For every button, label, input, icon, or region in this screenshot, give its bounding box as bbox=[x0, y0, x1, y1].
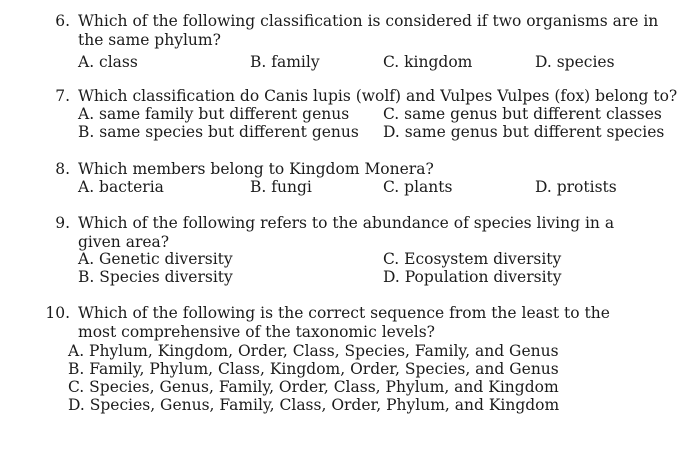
question-stem: Which members belong to Kingdom Monera? bbox=[78, 160, 434, 178]
question-number: 8. bbox=[55, 160, 70, 178]
option-d: D. protists bbox=[535, 178, 617, 196]
option-d: D. Population diversity bbox=[383, 268, 562, 286]
question-number: 7. bbox=[55, 87, 70, 105]
option-d: D. species bbox=[535, 53, 615, 71]
question-stem: Which of the following classification is considered if two organisms are in the same phylum? bbox=[78, 12, 659, 49]
question-stem: Which classification do Canis lupis (wolf) and Vulpes Vulpes (fox) belong to? bbox=[78, 87, 678, 105]
question-number: 9. bbox=[55, 214, 70, 232]
option-d: D. same genus but different species bbox=[383, 123, 665, 141]
option-a: A. Genetic diversity bbox=[78, 250, 233, 268]
question-stem: Which of the following refers to the abundance of species living in a given area? bbox=[78, 214, 615, 251]
option-a: A. Phylum, Kingdom, Order, Class, Species, Family, and Genus bbox=[68, 342, 559, 360]
option-c: C. Species, Genus, Family, Order, Class, Phylum, and Kingdom bbox=[68, 378, 559, 396]
option-b: B. fungi bbox=[250, 178, 312, 196]
option-a: A. bacteria bbox=[78, 178, 164, 196]
option-a: A. same family but different genus bbox=[78, 105, 350, 123]
question-stem: Which of the following is the correct sequence from the least to the most comprehensive of the taxonomic levels? bbox=[78, 304, 610, 341]
option-c: C. Ecosystem diversity bbox=[383, 250, 562, 268]
question-number: 6. bbox=[55, 12, 70, 30]
option-b: B. Family, Phylum, Class, Kingdom, Order, Species, and Genus bbox=[68, 360, 559, 378]
option-c: C. kingdom bbox=[383, 53, 473, 71]
option-d: D. Species, Genus, Family, Class, Order, Phylum, and Kingdom bbox=[68, 396, 560, 414]
question-number: 10. bbox=[45, 304, 70, 322]
option-c: C. same genus but different classes bbox=[383, 105, 662, 123]
option-c: C. plants bbox=[383, 178, 453, 196]
option-b: B. same species but different genus bbox=[78, 123, 359, 141]
option-b: B. family bbox=[250, 53, 320, 71]
option-a: A. class bbox=[78, 53, 138, 71]
option-b: B. Species diversity bbox=[78, 268, 233, 286]
